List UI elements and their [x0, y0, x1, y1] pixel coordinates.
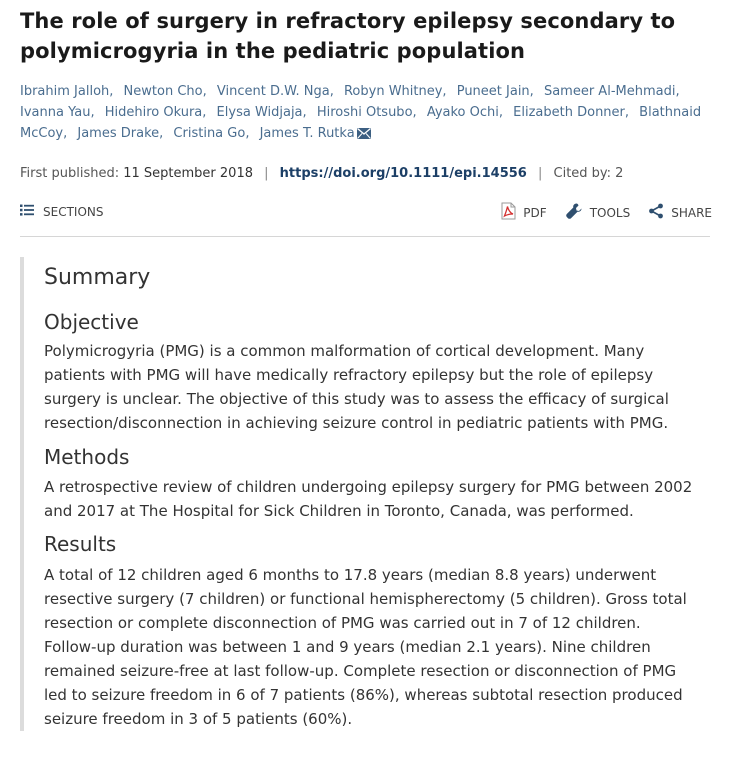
author-link[interactable]: Hiroshi Otsubo [316, 105, 413, 120]
corresponding-author-link[interactable]: James T. Rutka [259, 126, 355, 141]
results-heading: Results [44, 532, 117, 556]
share-icon [648, 203, 671, 222]
methods-text: A retrospective review of children undergoing epilepsy surgery for PMG between 2002 and 2017 at The Hospital for Sick Children in Toronto, Canada, was performed. [44, 478, 693, 520]
toolbar-divider [20, 236, 710, 237]
tools-label: TOOLS [589, 205, 631, 220]
methods-heading: Methods [44, 445, 130, 469]
share-label: SHARE [671, 205, 712, 220]
abstract-section [20, 257, 694, 731]
pdf-label: PDF [523, 205, 547, 220]
tools-button[interactable] [565, 202, 631, 223]
author-link[interactable]: Hidehiro Okura [104, 105, 203, 120]
author-link-split[interactable]: Blathnaid [639, 105, 702, 120]
abstract-heading: Summary [44, 265, 151, 290]
author-link[interactable]: Newton Cho [123, 84, 203, 99]
author-list: Ibrahim Jalloh, Newton Cho, Vincent D.W. Nga, Robyn Whitney, Puneet Jain, Sameer Al-Mehmadi, Ivanna Yau, Hidehiro Okura, Elysa Widjaja, Hiroshi Otsubo, Ayako Ochi, Elizabeth Donner, Blathnaid McCoy, James Drake, Cristina Go, James T. Rutka [20, 81, 712, 146]
results-text: A total of 12 children aged 6 months to 17.8 years (median 8.8 years) underwent resective surgery (7 children) or functional hemispherectomy (5 children). Gross total resection or complete disconnection of PMG was carried out in 7 of 12 children. Follow-up duration was between 1 and 9 years (median 2.1 years). Nine children remained seizure-free at last follow-up. Complete resection or disconnection of PMG led to seizure freedom in 6 of 7 patients (86%), whereas subtotal resection produced seizure freedom in 3 of 5 patients (60%). [44, 566, 687, 728]
sections-button[interactable] [20, 204, 104, 219]
wrench-icon [565, 202, 590, 223]
list-icon [20, 204, 43, 219]
pdf-icon [501, 202, 523, 223]
toolbar-actions [483, 202, 712, 223]
objective-heading: Objective [44, 310, 139, 334]
cited-by-link[interactable]: Cited by: 2 [553, 166, 624, 181]
author-link[interactable]: James Drake [77, 126, 160, 141]
author-link[interactable]: Elysa Widjaja [216, 105, 303, 120]
article-title: The role of surgery in refractory epilepsy secondary to polymicrogyria in the pediatric population [20, 9, 676, 63]
author-link[interactable]: Ayako Ochi [426, 105, 499, 120]
meta-separator: | [537, 166, 543, 181]
share-button[interactable] [648, 203, 712, 222]
author-link[interactable]: Vincent D.W. Nga [216, 84, 330, 99]
first-published-date: 11 September 2018 [123, 166, 253, 181]
pdf-button[interactable] [501, 202, 546, 223]
author-link[interactable]: Cristina Go [173, 126, 246, 141]
objective-text: Polymicrogyria (PMG) is a common malformation of cortical development. Many patients with PMG will have medically refractory epilepsy but the role of epilepsy surgery is unclear. The objective of this study was to assess the efficacy of surgical resection/disconnection in achieving seizure control in pediatric patients with PMG. [44, 342, 669, 432]
author-link[interactable]: Ibrahim Jalloh [20, 84, 110, 99]
author-link[interactable]: Elizabeth Donner [513, 105, 625, 120]
meta-separator: | [264, 166, 269, 181]
author-link[interactable]: McCoy [20, 126, 64, 141]
article-toolbar [20, 202, 712, 224]
first-published-label: First published: [20, 166, 120, 181]
author-link[interactable]: Puneet Jain [456, 84, 530, 99]
envelope-icon[interactable] [357, 125, 371, 146]
sections-label: SECTIONS [43, 204, 104, 219]
author-link[interactable]: Ivanna Yau [20, 105, 91, 120]
doi-link[interactable]: https://doi.org/10.1111/epi.14556 [279, 166, 527, 181]
author-link[interactable]: Robyn Whitney [343, 84, 443, 99]
publication-meta [20, 165, 712, 183]
author-link[interactable]: Sameer Al-Mehmadi [543, 84, 676, 99]
